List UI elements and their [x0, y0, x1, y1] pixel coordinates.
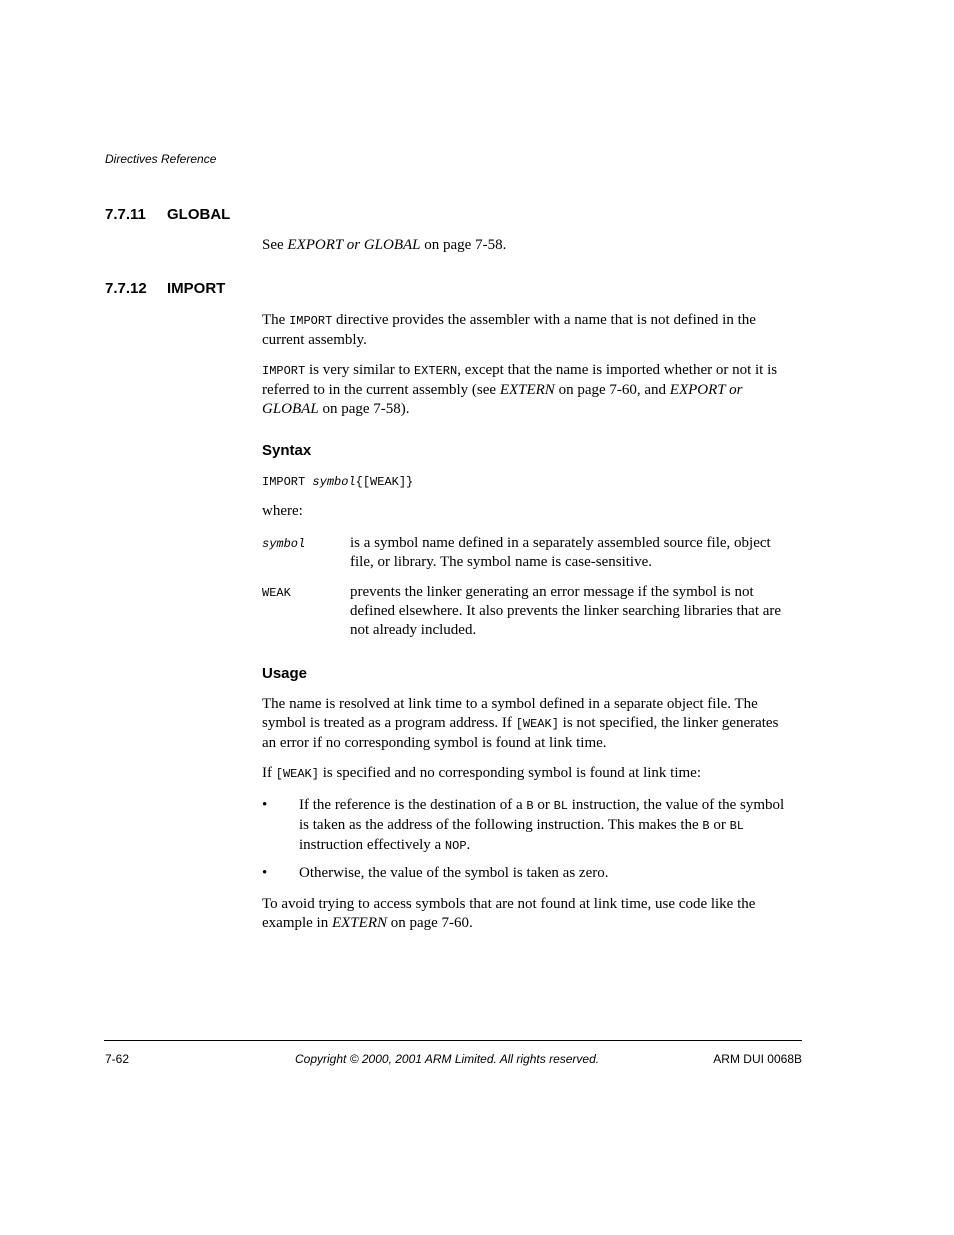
text: is taken as the address of the following instruction. This makes the [299, 817, 703, 833]
xref-link-export[interactable]: EXPORT or [669, 382, 743, 398]
bullet-item [299, 796, 804, 856]
text: The name is resolved at link time to a symbol defined in a separate object file. The [262, 696, 758, 712]
text: or [533, 797, 554, 813]
inline-code: BL [553, 799, 569, 813]
section-number: 7.7.11 [105, 206, 146, 223]
usage-paragraph-1 [262, 695, 807, 753]
param-def-weak [350, 583, 805, 640]
text: referred to in the current assembly (see [262, 382, 500, 398]
inline-code: [WEAK] [275, 767, 319, 781]
section-title: GLOBAL [167, 206, 231, 223]
text: If [262, 765, 276, 781]
inline-code: [WEAK] [515, 717, 559, 731]
text: instruction, the value of the symbol [568, 797, 785, 813]
xref-link-extern[interactable]: EXTERN [499, 382, 555, 398]
text: . [466, 837, 471, 853]
footer-doc-id: ARM DUI 0068B [713, 1052, 802, 1066]
text: file, or library. The symbol name is case-sensitive. [350, 554, 652, 570]
text: , except that the name is imported whether or not it is [457, 362, 778, 378]
running-head: Directives Reference [105, 152, 217, 166]
text: symbol is treated as a program address. If [262, 715, 516, 731]
text: current assembly. [262, 332, 367, 348]
bullet-item: Otherwise, the value of the symbol is taken as zero. [299, 865, 609, 881]
code-param: symbol [312, 475, 356, 489]
text: or [342, 237, 364, 253]
inline-code: IMPORT [262, 364, 306, 378]
text: The [262, 312, 290, 328]
text: instruction effectively a [299, 837, 445, 853]
footer-rule [104, 1040, 802, 1041]
bullet-marker: • [262, 865, 268, 881]
usage-paragraph-2 [262, 764, 807, 784]
xref-link-export[interactable]: EXPORT [287, 237, 343, 253]
text: on page 7-58. [420, 237, 507, 253]
footer-copyright: Copyright © 2000, 2001 ARM Limited. All rights reserved. [295, 1052, 600, 1066]
text: If the reference is the destination of a [299, 797, 527, 813]
text: an error if no corresponding symbol is found at link time. [262, 735, 607, 751]
inline-code: B [702, 819, 710, 833]
text: defined elsewhere. It also prevents the linker searching libraries that are [350, 603, 782, 619]
param-def-symbol [350, 534, 805, 572]
global-see-paragraph [262, 236, 807, 255]
text: example in [262, 915, 332, 931]
syntax-heading: Syntax [262, 442, 312, 459]
text: not already included. [350, 622, 477, 638]
inline-code: EXTERN [413, 364, 458, 378]
code-keyword: IMPORT [262, 475, 313, 489]
inline-code: NOP [444, 839, 467, 853]
usage-heading: Usage [262, 665, 308, 682]
text: is specified and no corresponding symbol is found at link time: [318, 765, 701, 781]
text: is a symbol name defined in a separately assembled source file, object [350, 535, 771, 551]
where-label: where: [262, 503, 303, 519]
xref-link-extern[interactable]: EXTERN [331, 915, 387, 931]
param-term-symbol: symbol [262, 537, 306, 551]
syntax-code [262, 473, 807, 492]
inline-code: B [526, 799, 534, 813]
bullet-marker: • [262, 797, 268, 813]
footer-page-number: 7-62 [105, 1052, 130, 1066]
section-heading-import [105, 280, 225, 298]
text: or [709, 817, 730, 833]
xref-link-global[interactable]: GLOBAL [363, 237, 421, 253]
inline-code: BL [729, 819, 745, 833]
text: on page 7-60. [386, 915, 473, 931]
import-similar-paragraph [262, 361, 807, 419]
code-suffix: {[WEAK]} [355, 475, 414, 489]
param-term-weak: WEAK [262, 586, 291, 600]
text: directive provides the assembler with a name that is not defined in the [332, 312, 756, 328]
inline-code: IMPORT [289, 314, 333, 328]
section-title: IMPORT [167, 280, 226, 297]
section-heading-global [105, 206, 230, 224]
text: on page 7-58). [318, 401, 410, 417]
usage-paragraph-3 [262, 895, 807, 933]
import-intro-paragraph [262, 311, 807, 350]
section-number: 7.7.12 [105, 280, 147, 297]
text: on page 7-60, and [554, 382, 670, 398]
xref-link-global[interactable]: GLOBAL [262, 401, 319, 417]
text: is not specified, the linker generates [558, 715, 779, 731]
text: To avoid trying to access symbols that are not found at link time, use code like the [262, 896, 756, 912]
text: prevents the linker generating an error message if the symbol is not [350, 584, 754, 600]
text: is very similar to [305, 362, 414, 378]
text: See [262, 237, 288, 253]
